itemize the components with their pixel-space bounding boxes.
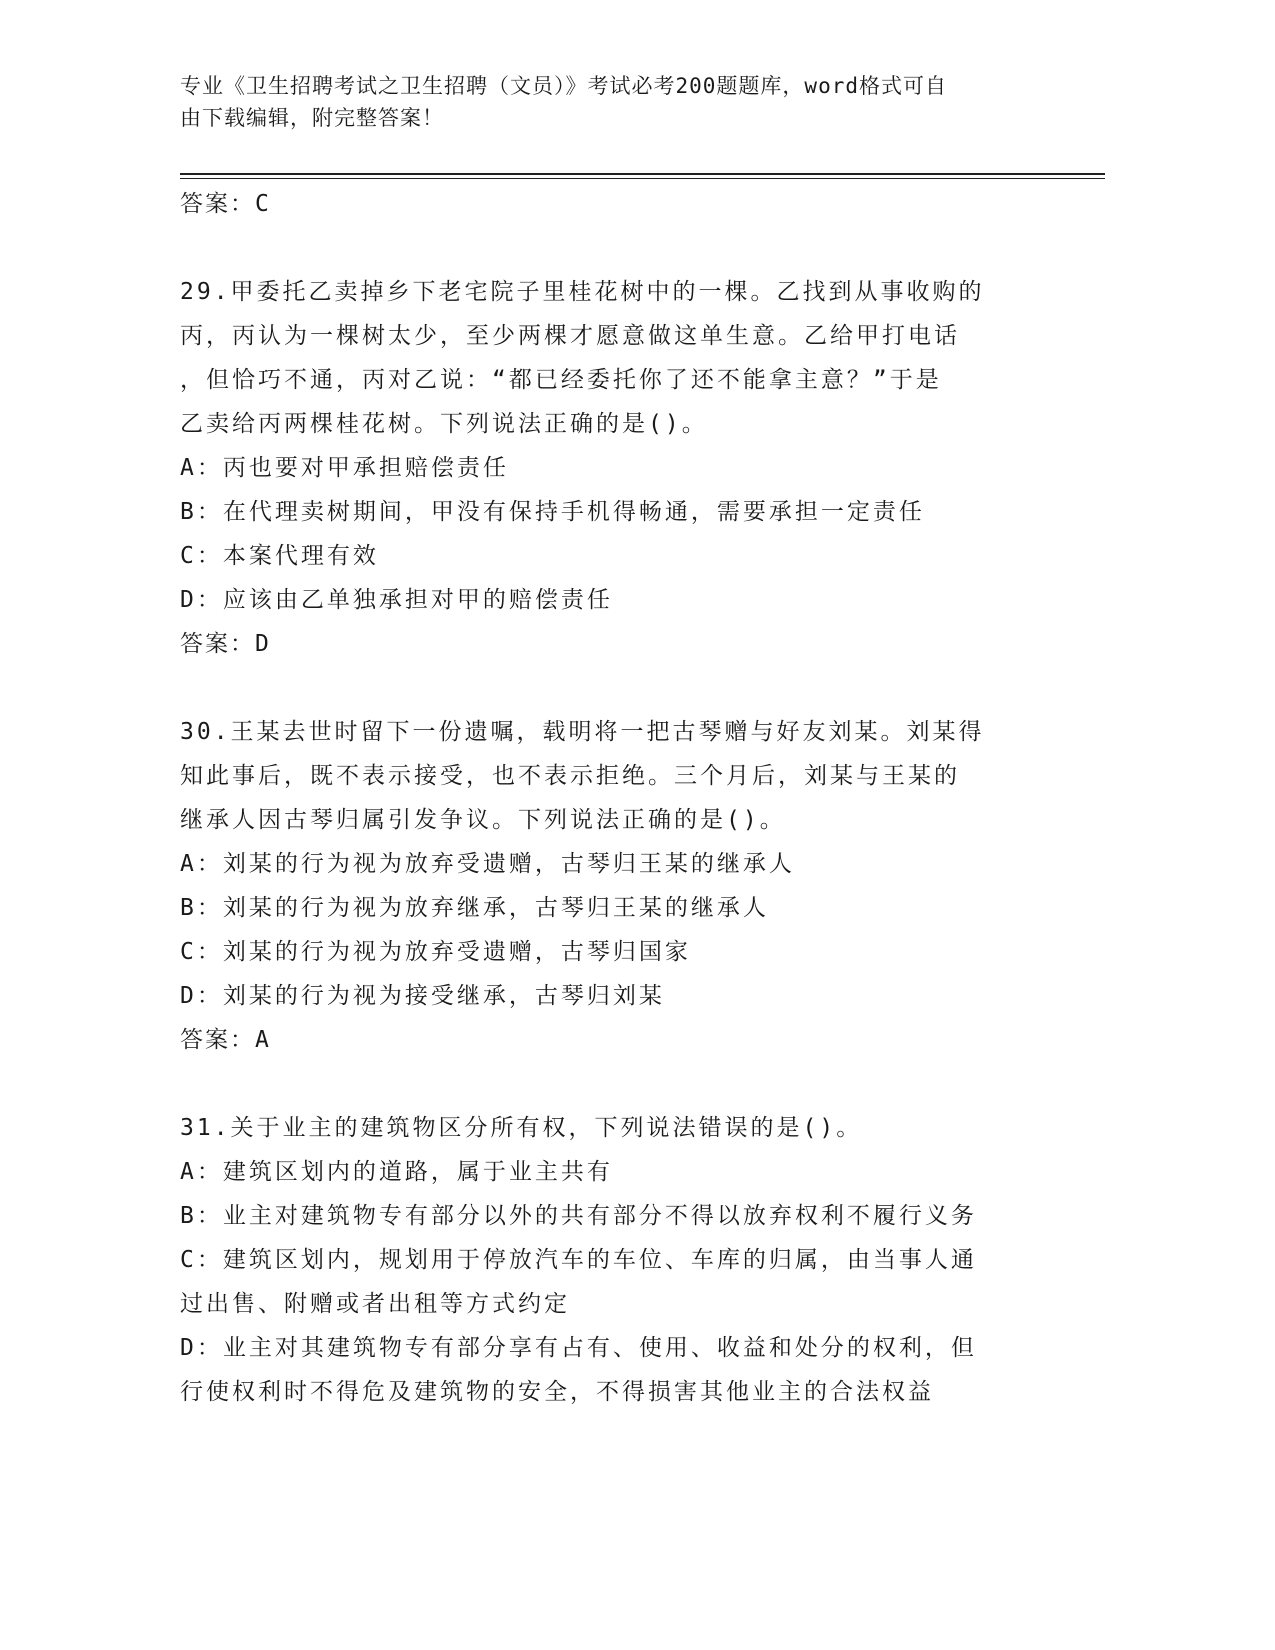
stem-line: 丙，丙认为一棵树太少，至少两棵才愿意做这单生意。乙给甲打电话	[180, 323, 960, 349]
stem-line: 知此事后，既不表示接受，也不表示拒绝。三个月后，刘某与王某的	[180, 763, 960, 789]
header-divider-thick	[180, 173, 1105, 175]
question-stem	[180, 270, 1040, 446]
option-a: A：刘某的行为视为放弃受遗赠，古琴归王某的继承人	[180, 851, 795, 877]
option-d	[180, 1326, 1040, 1414]
option-b: B：在代理卖树期间，甲没有保持手机得畅通，需要承担一定责任	[180, 499, 925, 525]
answer-line-28	[180, 182, 1040, 226]
stem-line: ，但恰巧不通，丙对乙说：“都已经委托你了还不能拿主意？”于是	[180, 367, 942, 393]
answer-label: 答案：	[180, 191, 255, 217]
answer-label: 答案：	[180, 1027, 255, 1053]
option-c-line: 过出售、附赠或者出租等方式约定	[180, 1291, 570, 1317]
spacer	[180, 666, 1040, 710]
stem-line: 29.甲委托乙卖掉乡下老宅院子里桂花树中的一棵。乙找到从事收购的	[180, 279, 985, 305]
question-30	[180, 710, 1040, 1062]
option-d-line: 行使权利时不得危及建筑物的安全，不得损害其他业主的合法权益	[180, 1379, 934, 1405]
option-c-line: C：建筑区划内，规划用于停放汽车的车位、车库的归属，由当事人通	[180, 1247, 977, 1273]
answer-value: C	[255, 191, 269, 217]
option-b: B：业主对建筑物专有部分以外的共有部分不得以放弃权利不履行义务	[180, 1203, 977, 1229]
answer-value: A	[255, 1027, 269, 1053]
answer-value: D	[255, 631, 269, 657]
header-line-1: 专业《卫生招聘考试之卫生招聘（文员）》考试必考200题题库，word格式可自	[180, 74, 947, 98]
header-line-2: 由下载编辑，附完整答案！	[180, 106, 444, 130]
question-stem	[180, 1106, 1040, 1150]
header-divider-thin	[180, 178, 1105, 179]
question-31	[180, 1106, 1040, 1414]
option-d: D：刘某的行为视为接受继承，古琴归刘某	[180, 983, 665, 1009]
option-d-line: D：业主对其建筑物专有部分享有占有、使用、收益和处分的权利，但	[180, 1335, 977, 1361]
answer-line-30	[180, 1018, 1040, 1062]
option-a: A：丙也要对甲承担赔偿责任	[180, 455, 509, 481]
stem-line: 31.关于业主的建筑物区分所有权，下列说法错误的是()。	[180, 1115, 863, 1141]
option-b: B：刘某的行为视为放弃继承，古琴归王某的继承人	[180, 895, 769, 921]
question-29	[180, 270, 1040, 666]
option-d: D：应该由乙单独承担对甲的赔偿责任	[180, 587, 613, 613]
answer-line-29	[180, 622, 1040, 666]
option-c	[180, 1238, 1040, 1326]
stem-line: 继承人因古琴归属引发争议。下列说法正确的是()。	[180, 807, 786, 833]
document-page	[180, 0, 1105, 1650]
question-stem	[180, 710, 1040, 842]
stem-line: 30.王某去世时留下一份遗嘱，载明将一把古琴赠与好友刘某。刘某得	[180, 719, 985, 745]
option-a: A：建筑区划内的道路，属于业主共有	[180, 1159, 613, 1185]
spacer	[180, 1062, 1040, 1106]
option-c: C：本案代理有效	[180, 543, 379, 569]
spacer	[180, 226, 1040, 270]
answer-label: 答案：	[180, 631, 255, 657]
document-header	[180, 70, 1030, 134]
stem-line: 乙卖给丙两棵桂花树。下列说法正确的是()。	[180, 411, 708, 437]
option-c: C：刘某的行为视为放弃受遗赠，古琴归国家	[180, 939, 691, 965]
question-list	[180, 182, 1040, 1414]
